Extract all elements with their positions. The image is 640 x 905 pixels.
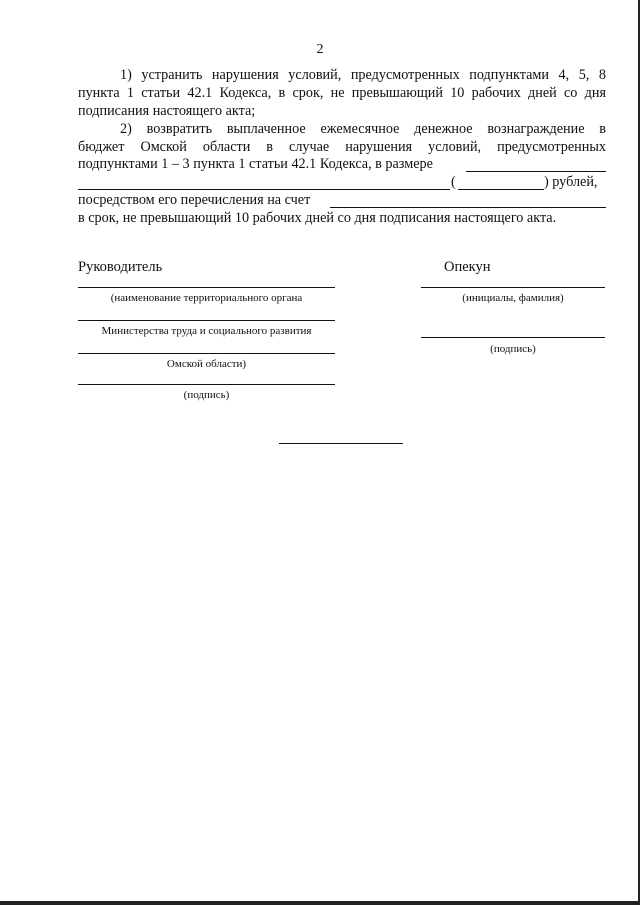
amount-paren-open: ( (451, 174, 456, 190)
amount-digits-field[interactable] (458, 189, 544, 190)
left-signature-field[interactable] (78, 384, 335, 385)
left-org-field-3[interactable] (78, 353, 335, 354)
page-number: 2 (316, 42, 324, 57)
right-caption-signature: (подпись) (490, 343, 536, 355)
amount-words-field[interactable] (466, 171, 606, 172)
para2-line2: бюджет Омской области в случае нарушения условий, предусмотренных (78, 139, 606, 155)
closing-separator (279, 443, 403, 444)
left-org-field-2[interactable] (78, 320, 335, 321)
left-org-field-1[interactable] (78, 287, 335, 288)
left-caption-signature: (подпись) (183, 389, 230, 401)
left-signatory-title: Руководитель (78, 259, 163, 275)
right-signature-field[interactable] (421, 337, 605, 338)
scan-edge-bottom (0, 901, 640, 905)
left-caption-region: Омской области) (166, 358, 247, 370)
account-field[interactable] (330, 207, 606, 208)
right-signatory-title: Опекун (444, 259, 491, 275)
para2-line1: 2) возвратить выплаченное ежемесячное денежное вознаграждение в (120, 121, 606, 137)
para1-line1: 1) устранить нарушения условий, предусмотренных подпунктами 4, 5, 8 (120, 67, 606, 83)
left-caption-ministry: Министерства труда и социального развития (101, 325, 312, 337)
para2-line5: посредством его перечисления на счет (78, 192, 311, 208)
para1-line2: пункта 1 статьи 42.1 Кодекса, в срок, не превышающий 10 рабочих дней со дня (78, 85, 606, 101)
para2-line3 (78, 155, 433, 173)
para2-line6: в срок, не превышающий 10 рабочих дней со дня подписания настоящего акта. (78, 210, 557, 226)
left-caption-org: (наименование территориального органа (110, 292, 303, 304)
right-caption-name: (инициалы, фамилия) (462, 292, 564, 304)
amount-words-field-cont[interactable] (78, 189, 450, 190)
right-name-field[interactable] (421, 287, 605, 288)
para2-line3-text: подпунктами 1 – 3 пункта 1 статьи 42.1 Кодекса, в размере (78, 156, 433, 172)
para1-line3: подписания настоящего акта; (78, 103, 256, 119)
amount-rubles-label: ) рублей, (544, 174, 598, 190)
